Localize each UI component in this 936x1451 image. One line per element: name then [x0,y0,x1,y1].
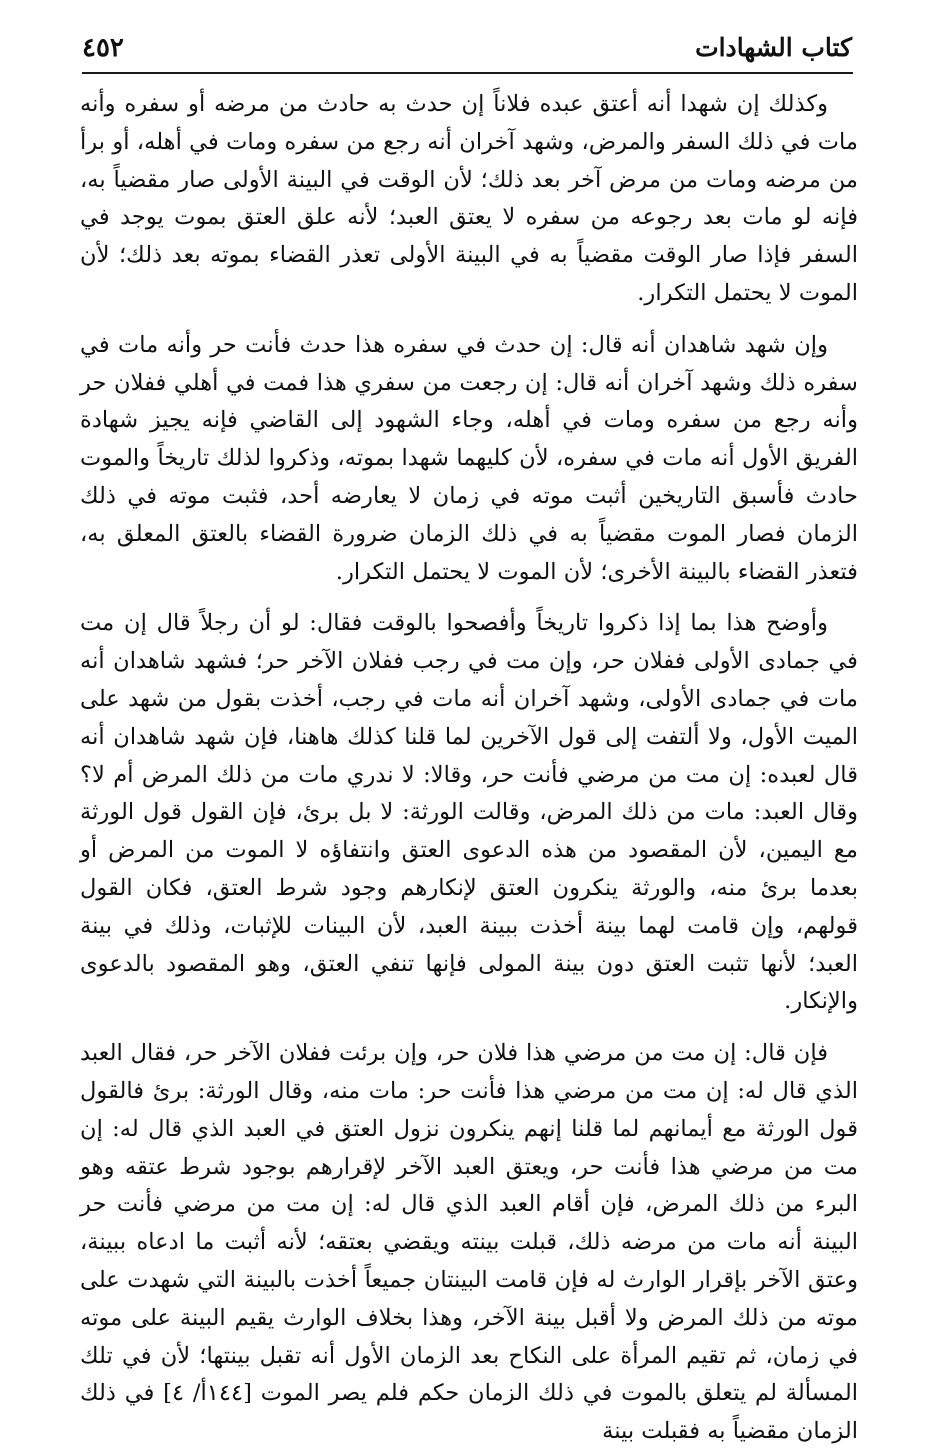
running-header [82,28,852,68]
main-text [80,86,858,1451]
paragraph: وإن شهد شاهدان أنه قال: إن حدث في سفره هذا حدث فأنت حر وأنه مات في سفره ذلك وشهد آخران أنه قال: إن رجعت من سفري هذا فمت في أهلي ففلان حر وأنه رجع من سفره ومات في أهله، وجاء الشهود إلى القاضي فإنه يجيز شهادة الفريق الأول أنه مات في سفره، لأن كليهما شهدا بموته، وذكروا لذلك تاريخاً والموت حادث فأسبق التاريخين أثبت موته في زمان لا يعارضه أحد، فثبت موته في ذلك الزمان فصار الموت مقضياً به في ذلك الزمان ضرورة القضاء بالعتق المعلق به، فتعذر القضاء بالبينة الأخرى؛ لأن الموت لا يحتمل التكرار. [80,331,858,585]
paragraph: وأوضح هذا بما إذا ذكروا تاريخاً وأفصحوا بالوقت فقال: لو أن رجلاً قال إن مت في جمادى الأولى ففلان حر، وإن مت في رجب ففلان الآخر حر؛ فشهد شاهدان أنه مات في جمادى الأولى، وشهد آخران أنه مات في رجب، أخذت بقول من شهد على الميت الأول، ولا ألتفت إلى قول الآخرين لما قلنا كذلك هاهنا، فإن شهد شاهدان أنه قال لعبده: إن مت من مرضي فأنت حر، وقالا: لا ندري مات من ذلك المرض أم لا؟ وقال العبد: مات من ذلك المرض، وقالت الورثة: لا بل برئ، فإن القول قول الورثة مع اليمين، لأن المقصود من هذه الدعوى العتق وانتفاؤه لا الموت من المرض أو بعدما برئ منه، والورثة ينكرون العتق لإنكارهم وجود شرط العتق، فكان القول قولهم، وإن قامت لهما بينة أخذت ببينة العبد، لأن البينات للإثبات، وذلك في بينة العبد؛ لأنها تثبت العتق دون بينة المولى فإنها تنفي العتق، وهو المقصود بالدعوى والإنكار. [80,610,858,1015]
paragraph: فإن قال: إن مت من مرضي هذا فلان حر، وإن برئت ففلان الآخر حر، فقال العبد الذي قال له: إن مت من مرضي هذا فأنت حر: مات منه، وقال الورثة: برئ فالقول قول الورثة مع أيمانهم لما قلنا إنهم ينكرون نزول العتق في العبد الذي قال له: إن مت من مرضي هذا فأنت حر، ويعتق العبد الآخر لإقرارهم بوجود شرط عتقه وهو البرء من ذلك المرض، فإن أقام العبد الذي قال له: إن مت من مرضي فأنت حر البينة أنه مات من مرضه ذلك، قبلت بينته ويقضي بعتقه؛ لأنه أثبت ما ادعاه ببينة، وعتق الآخر بإقرار الوارث له فإن قامت البينتان جميعاً أخذت بالبينة التي شهدت على موته من ذلك المرض ولا أقبل بينة الآخر، وهذا بخلاف الوارث يقيم البينة على موته في زمان، ثم تقيم المرأة على النكاح بعد الزمان الأول أنه تقبل بينتها؛ لأن في تلك المسألة لم يتعلق بالموت في ذلك الزمان حكم فلم يصر الموت [١٤٤أ/ ٤] في ذلك الزمان مقضياً به فقبلت بينة [80,1040,858,1445]
page-number: ٤٥٢ [82,33,124,63]
paragraph: وكذلك إن شهدا أنه أعتق عبده فلاناً إن حدث به حادث من مرضه أو سفره وأنه مات في ذلك السفر والمرض، وشهد آخران أنه رجع من سفره ومات في أهله، أو برأ من مرضه ومات من مرض آخر بعد ذلك؛ لأن الوقت في البينة الأولى صار مقضياً به، فإنه لو مات بعد رجوعه من سفره لا يعتق العبد؛ لأنه علق العتق بموت يوجد في السفر فإذا صار الوقت مقضياً به في البينة الأولى تعذر القضاء بموته بعد ذلك؛ لأن الموت لا يحتمل التكرار. [80,91,858,306]
header-divider [82,72,853,74]
chapter-title: كتاب الشهادات [695,33,852,62]
